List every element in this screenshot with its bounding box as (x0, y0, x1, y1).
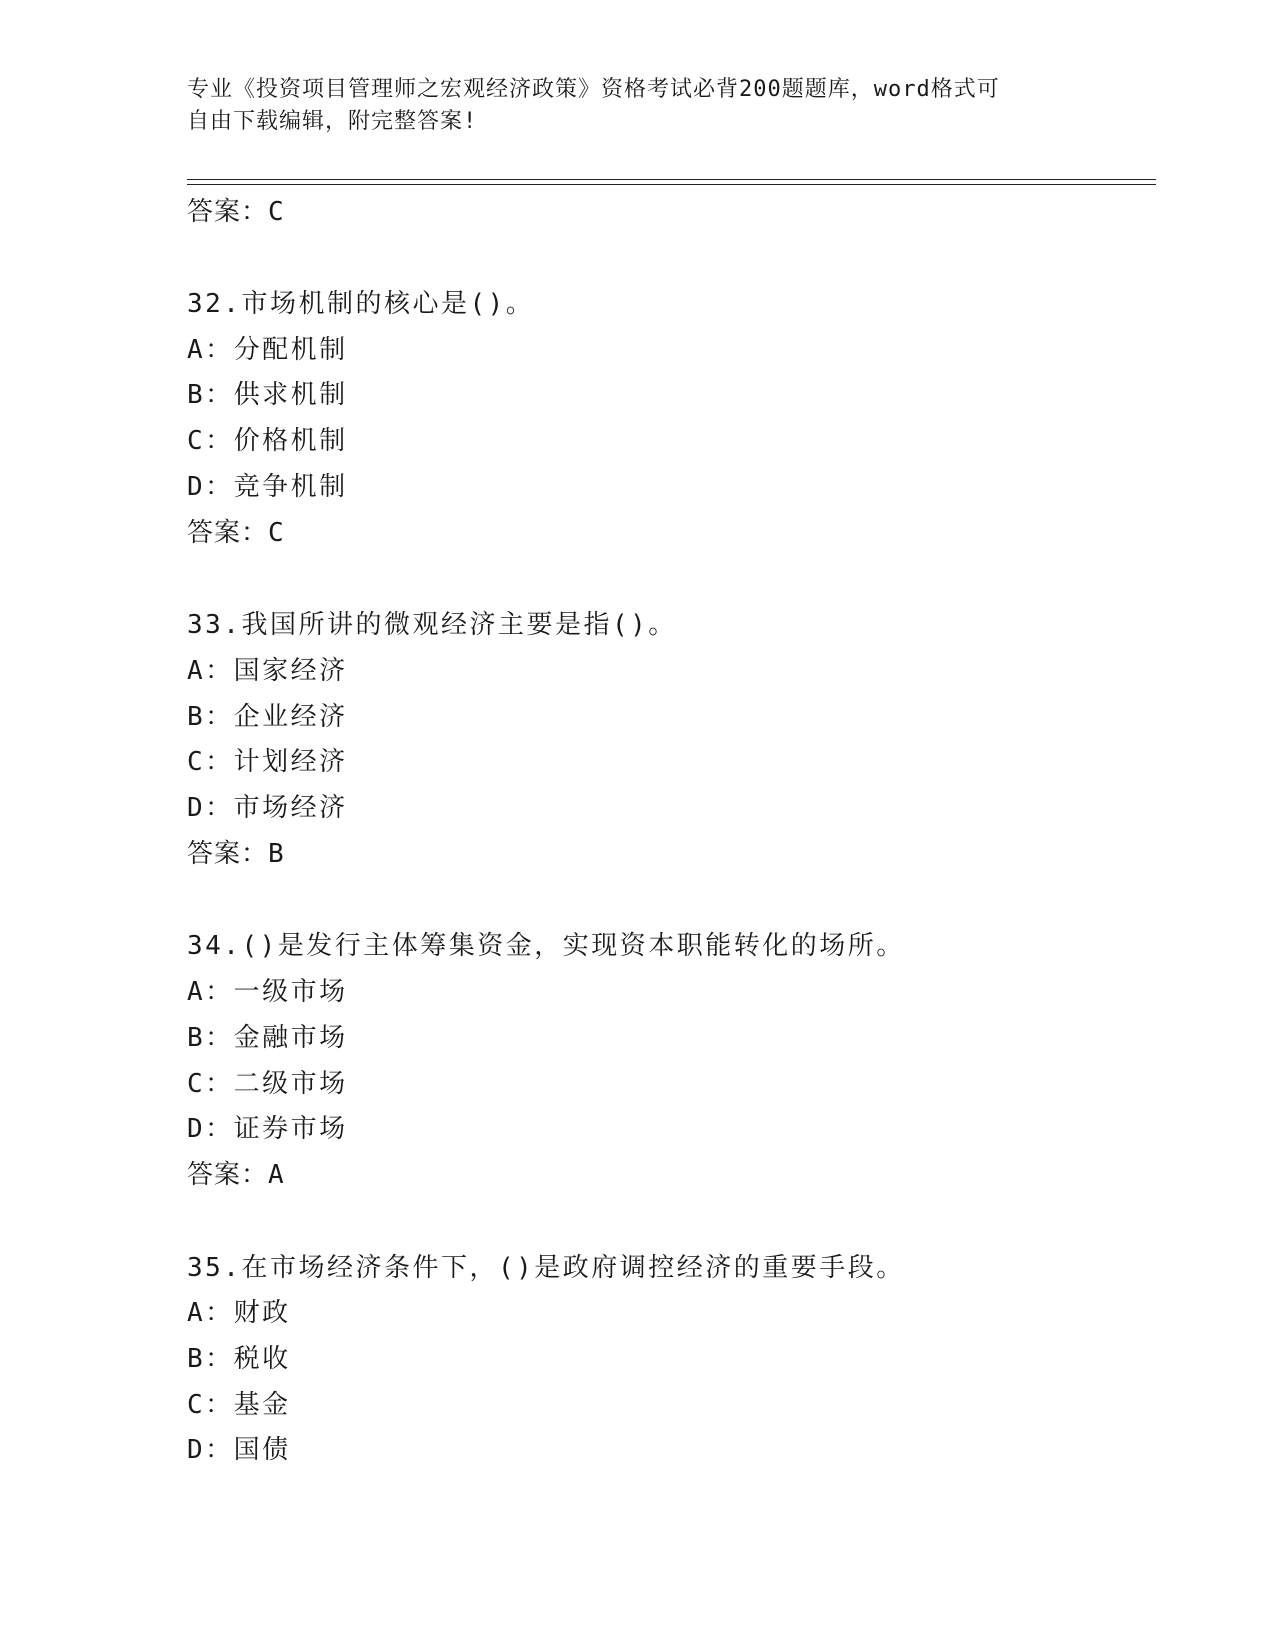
option-letter: D (187, 1435, 206, 1466)
option-letter: C (187, 747, 206, 778)
option-letter: A (187, 1298, 206, 1329)
option-b (187, 695, 1137, 741)
header-rule-top (187, 179, 1156, 180)
option-text: 计划经济 (233, 747, 348, 778)
option-letter: C (187, 1389, 206, 1420)
option-a (187, 649, 1137, 695)
option-letter: B (187, 1022, 206, 1053)
answer-line: 答案：A (187, 1159, 285, 1190)
option-text: 分配机制 (233, 334, 348, 365)
answer-line: 答案：B (187, 838, 285, 869)
question-stem: 32.市场机制的核心是()。 (187, 289, 535, 319)
option-b (187, 1016, 1137, 1062)
option-letter: A (187, 334, 206, 365)
option-separator: ： (205, 1068, 234, 1099)
option-letter: D (187, 1114, 206, 1145)
question-33 (187, 603, 1137, 877)
option-text: 二级市场 (233, 1068, 348, 1099)
option-text: 税收 (233, 1344, 291, 1375)
option-d (187, 1428, 1137, 1474)
option-text: 国家经济 (233, 655, 348, 686)
document-header (187, 74, 1087, 138)
option-text: 价格机制 (233, 426, 348, 457)
option-d (187, 1107, 1137, 1153)
option-separator: ： (205, 471, 234, 502)
option-letter: B (187, 1344, 206, 1375)
option-text: 财政 (233, 1298, 291, 1329)
option-text: 证券市场 (233, 1114, 348, 1145)
option-text: 国债 (233, 1435, 291, 1466)
header-title-line-2: 自由下载编辑，附完整答案! (187, 109, 478, 134)
option-separator: ： (205, 426, 234, 457)
option-text: 金融市场 (233, 1022, 348, 1053)
option-c (187, 740, 1137, 786)
option-text: 竞争机制 (233, 471, 348, 502)
option-letter: D (187, 793, 206, 824)
option-letter: D (187, 471, 206, 502)
option-separator: ： (205, 701, 234, 732)
option-c (187, 1383, 1137, 1429)
option-a (187, 970, 1137, 1016)
question-stem: 33.我国所讲的微观经济主要是指()。 (187, 610, 677, 641)
option-c (187, 1062, 1137, 1108)
option-text: 一级市场 (233, 977, 348, 1008)
option-c (187, 419, 1137, 465)
option-text: 企业经济 (233, 701, 348, 732)
answer-line: 答案：C (187, 197, 285, 227)
header-title-line-1: 专业《投资项目管理师之宏观经济政策》资格考试必背200题题库，word格式可 (187, 77, 1000, 102)
option-separator: ： (205, 793, 234, 824)
option-b (187, 373, 1137, 419)
option-letter: C (187, 426, 206, 457)
option-d (187, 465, 1137, 511)
option-b (187, 1337, 1137, 1383)
option-letter: A (187, 655, 206, 686)
option-separator: ： (205, 1389, 234, 1420)
option-separator: ： (205, 977, 234, 1008)
option-text: 市场经济 (233, 793, 348, 824)
option-separator: ： (205, 655, 234, 686)
option-letter: B (187, 380, 206, 411)
answer-line: 答案：C (187, 517, 285, 548)
option-separator: ： (205, 1435, 234, 1466)
header-rule-bottom (187, 184, 1156, 185)
option-text: 供求机制 (233, 380, 348, 411)
option-letter: A (187, 977, 206, 1008)
question-34 (187, 924, 1137, 1198)
option-separator: ： (205, 380, 234, 411)
option-a (187, 1291, 1137, 1337)
question-35 (187, 1246, 1137, 1475)
option-a (187, 328, 1137, 374)
option-text: 基金 (233, 1389, 291, 1420)
option-letter: C (187, 1068, 206, 1099)
question-stem: 34.()是发行主体筹集资金，实现资本职能转化的场所。 (187, 931, 905, 962)
option-letter: B (187, 701, 206, 732)
option-separator: ： (205, 1114, 234, 1145)
question-32 (187, 282, 1137, 556)
option-separator: ： (205, 747, 234, 778)
question-stem: 35.在市场经济条件下，()是政府调控经济的重要手段。 (187, 1252, 905, 1283)
option-separator: ： (205, 1344, 234, 1375)
option-d (187, 786, 1137, 832)
option-separator: ： (205, 1298, 234, 1329)
question-list (187, 282, 1137, 1521)
option-separator: ： (205, 334, 234, 365)
option-separator: ： (205, 1022, 234, 1053)
